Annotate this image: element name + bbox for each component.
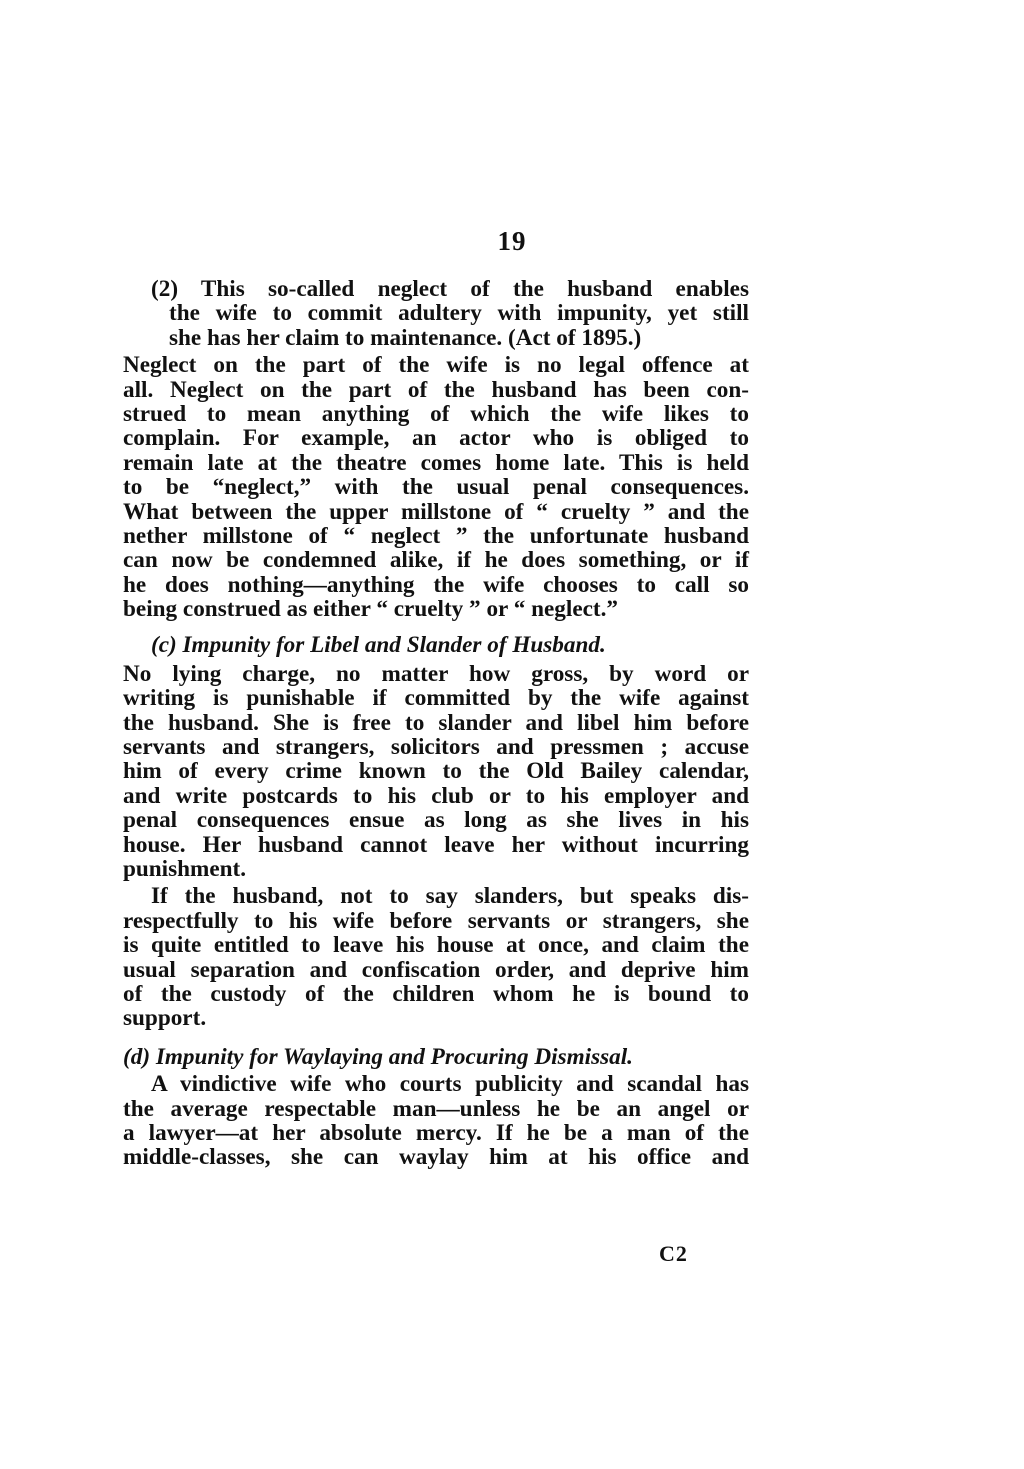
text-line: writing is punishable if committed by the wife against [123, 685, 749, 712]
text-line: penal consequences ensue as long as she lives in his [123, 807, 749, 834]
text-line: being construed as either “ cruelty ” or “ neglect.” [123, 596, 619, 623]
text-line: If the husband, not to say slanders, but speaks dis- [151, 883, 749, 910]
paragraph-libel [123, 662, 749, 882]
text-line: No lying charge, no matter how gross, by word or [123, 660, 749, 687]
page-number: 19 [497, 226, 527, 256]
text-line: strued to mean anything of which the wife likes to [123, 400, 749, 427]
text-line: usual separation and confiscation order, and deprive him [123, 956, 749, 983]
text-line: punishment. [123, 855, 247, 882]
section-heading-d: (d) Impunity for Waylaying and Procuring Dismissal. [123, 1043, 633, 1070]
text-line: can now be condemned alike, if he does something, or if [123, 547, 749, 574]
text-line: What between the upper millstone of “ cruelty ” and the [123, 498, 749, 525]
text-line: servants and strangers, solicitors and pressmen ; accuse [123, 734, 749, 761]
text-line: remain late at the theatre comes home late. This is held [123, 449, 749, 476]
text-line: the average respectable man—unless he be an angel or [123, 1095, 749, 1122]
text-line: (2) This so-called neglect of the husband enables [151, 276, 749, 302]
text-line: house. Her husband cannot leave her without incurring [123, 831, 749, 858]
signature-mark: C2 [659, 1241, 688, 1266]
text-line: A vindictive wife who courts publicity and scandal has [151, 1071, 749, 1098]
text-line: the wife to commit adultery with impunity, yet still [169, 300, 749, 327]
text-line: middle-classes, she can waylay him at his office and [123, 1144, 749, 1171]
text-line: respectfully to his wife before servants or strangers, she [123, 907, 749, 934]
text-line: him of every crime known to the Old Bailey calendar, [123, 758, 749, 785]
text-line: is quite entitled to leave his house at once, and claim the [123, 932, 749, 959]
paragraph-2-clause [123, 277, 749, 350]
paragraph-disrespect [123, 884, 749, 1030]
text-line: a lawyer—at her absolute mercy. If he be a man of the [123, 1119, 749, 1146]
text-line: Neglect on the part of the wife is no legal offence at [123, 352, 749, 379]
page-body [123, 277, 749, 1170]
text-line: she has her claim to maintenance. (Act of 1895.) [169, 324, 642, 351]
section-heading-c: (c) Impunity for Libel and Slander of Husband. [151, 632, 606, 659]
text-line: and write postcards to his club or to his employer and [123, 782, 749, 809]
text-line: the husband. She is free to slander and libel him before [123, 709, 749, 736]
text-line: support. [123, 1005, 207, 1032]
text-line: to be “neglect,” with the usual penal consequences. [123, 474, 749, 501]
text-line: he does nothing—anything the wife chooses to call so [123, 571, 749, 598]
text-line: complain. For example, an actor who is obliged to [123, 425, 749, 452]
text-line: of the custody of the children whom he is bound to [123, 980, 749, 1007]
paragraph-neglect [123, 353, 749, 621]
paragraph-waylaying [123, 1072, 749, 1170]
text-line: nether millstone of “ neglect ” the unfortunate husband [123, 522, 749, 549]
text-line: all. Neglect on the part of the husband has been con- [123, 376, 749, 403]
